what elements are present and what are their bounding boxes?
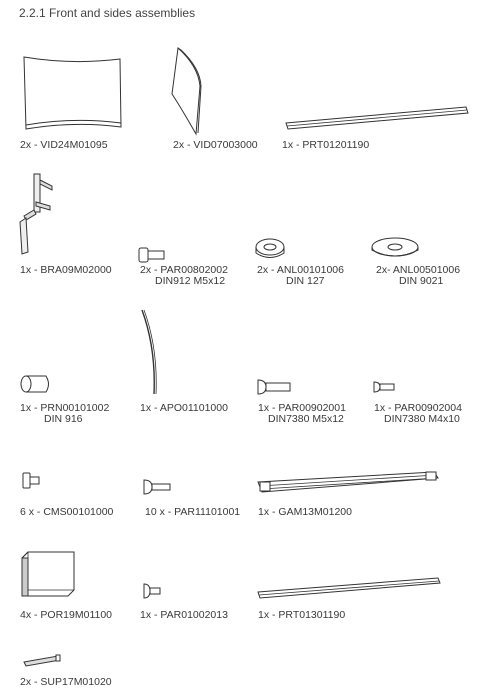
- curved-glass-icon: [170, 46, 202, 136]
- part-code-vid24: 2x - VID24M01095: [20, 139, 108, 151]
- part-code-prt013: 1x - PRT01301190: [258, 609, 346, 621]
- part-spec-prn001: DIN 916: [44, 413, 83, 425]
- rod-icon: [140, 308, 162, 396]
- pan-screw-icon: [142, 478, 172, 496]
- part-spec-par009a: DIN7380 M5x12: [268, 413, 344, 425]
- part-code-apo011: 1x - APO01101000: [140, 402, 228, 414]
- socket-screw-icon: [138, 246, 166, 264]
- part-code-prt012: 1x - PRT01201190: [282, 139, 370, 151]
- long-strip-icon: [256, 576, 442, 602]
- part-code-anl001: 2x - ANL00101006: [257, 264, 344, 276]
- part-spec-anl005: DIN 9021: [399, 275, 444, 287]
- part-code-cms001: 6 x - CMS00101000: [20, 506, 114, 518]
- grub-screw-icon: [20, 374, 52, 394]
- panel-block-icon: [20, 550, 76, 598]
- part-code-par010: 1x - PAR01002013: [140, 609, 228, 621]
- support-bar-icon: [22, 654, 62, 668]
- part-spec-anl001: DIN 127: [286, 275, 325, 287]
- button-screw-icon: [256, 378, 292, 396]
- rail-profile-icon: [256, 470, 440, 496]
- part-code-vid07: 2x - VID07003000: [173, 139, 258, 151]
- part-code-por19: 4x - POR19M01100: [20, 609, 113, 621]
- glass-panel-icon: [22, 55, 124, 133]
- profile-strip-icon: [284, 105, 470, 133]
- part-code-prn001: 1x - PRN00101002: [20, 402, 110, 414]
- part-code-par008: 2x - PAR00802002: [140, 264, 228, 276]
- part-code-anl005: 2x- ANL00501006: [376, 264, 461, 276]
- part-code-par111: 10 x - PAR11101001: [145, 506, 241, 518]
- part-code-bra09: 1x - BRA09M02000: [20, 264, 112, 276]
- bracket-arm-icon: [16, 172, 54, 256]
- part-code-sup17: 2x - SUP17M01020: [20, 676, 112, 688]
- spring-washer-icon: [254, 236, 286, 262]
- part-spec-par008: DIN912 M5x12: [155, 275, 226, 287]
- part-code-par009b: 1x - PAR00902004: [374, 402, 462, 414]
- part-code-gam13: 1x - GAM13M01200: [258, 506, 352, 518]
- part-code-par009a: 1x - PAR00902001: [258, 402, 346, 414]
- flat-washer-icon: [370, 236, 420, 262]
- cap-screw-icon: [22, 472, 40, 490]
- section-title: 2.2.1 Front and sides assemblies: [19, 6, 196, 20]
- small-button-screw-icon: [372, 380, 396, 394]
- part-spec-par009b: DIN7380 M4x10: [384, 413, 460, 425]
- short-screw-icon: [142, 582, 162, 600]
